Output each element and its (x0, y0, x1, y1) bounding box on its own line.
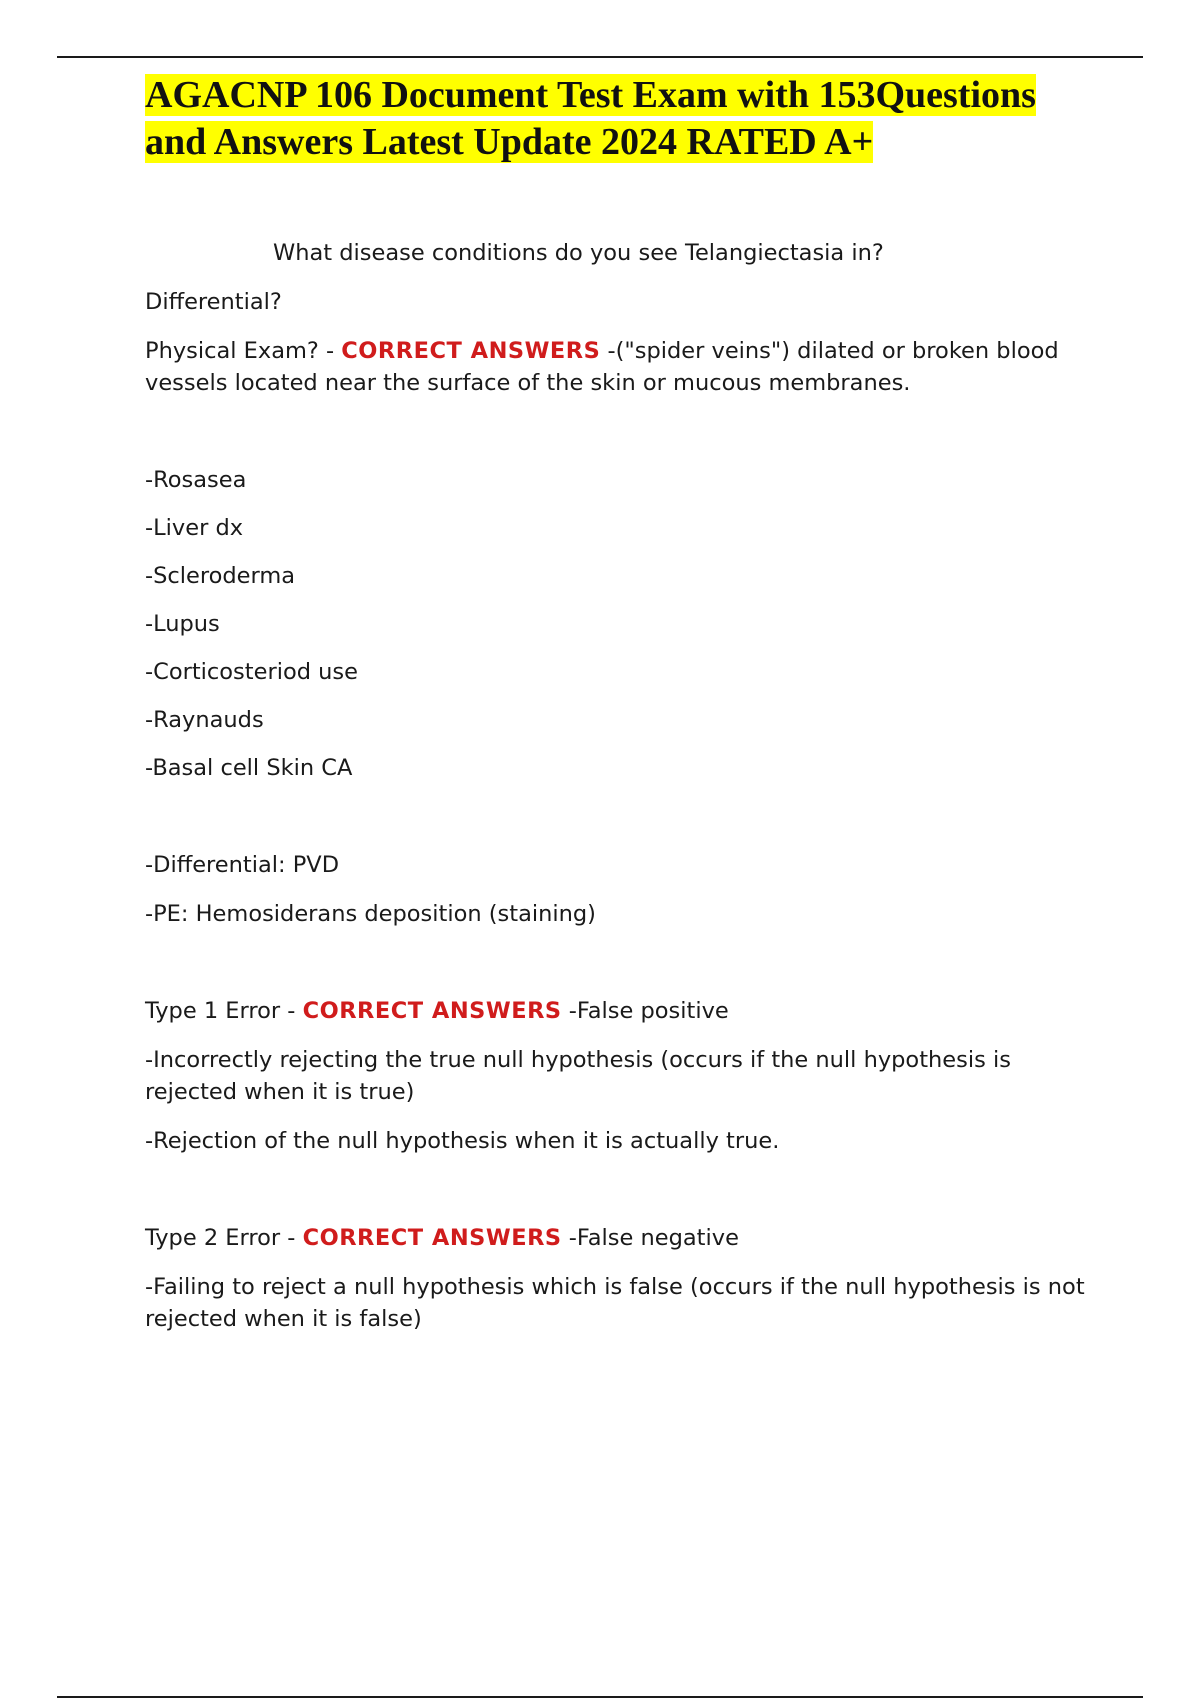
type1-detail: -Incorrectly rejecting the true null hypothesis (occurs if the null hypothesis is rejected when it is true) (145, 1047, 1011, 1105)
correct-answers-label: CORRECT ANSWERS (302, 1225, 562, 1251)
type2-detail: -Failing to reject a null hypothesis which is false (occurs if the null hypothesis is not rejected when it is false) (145, 1274, 1085, 1332)
list-item: -Basal cell Skin CA (145, 755, 353, 781)
correct-answers-label: CORRECT ANSWERS (302, 998, 562, 1024)
conditions-list (145, 464, 1095, 784)
correct-answers-label: CORRECT ANSWERS (341, 338, 601, 364)
type1-prefix: Type 1 Error - (145, 998, 303, 1024)
type2-answer-text: -False negative (561, 1225, 739, 1251)
list-item: -Lupus (145, 611, 220, 637)
top-rule (57, 56, 1143, 58)
document-title (145, 72, 1095, 166)
differential-question: Differential? (145, 289, 282, 315)
type2-error-answer (145, 1222, 1095, 1254)
bottom-rule (57, 1696, 1143, 1698)
physical-exam-prefix: Physical Exam? - (145, 338, 342, 364)
type1-error-answer (145, 995, 1095, 1027)
type1-detail: -Rejection of the null hypothesis when it is actually true. (145, 1128, 780, 1154)
list-item: -Scleroderma (145, 563, 296, 589)
list-item: -Rosasea (145, 467, 247, 493)
question-telangiectasia: What disease conditions do you see Telangiectasia in? (273, 240, 884, 266)
title-highlight: AGACNP 106 Document Test Exam with 153Questions and Answers Latest Update 2024 RATED A+ (145, 74, 1036, 163)
list-item: -Liver dx (145, 515, 244, 541)
list-item: -Corticosteriod use (145, 659, 358, 685)
differential-answer: -Differential: PVD (145, 852, 340, 878)
physical-exam-answer-text: -("spider veins") dilated or broken blood vessels located near the surface of the skin or mucous membranes. (145, 338, 1059, 396)
type2-prefix: Type 2 Error - (145, 1225, 303, 1251)
document-body (145, 72, 1095, 1335)
physical-exam-answer (145, 335, 1095, 399)
pe-answer: -PE: Hemosiderans deposition (staining) (145, 901, 596, 927)
type1-answer-text: -False positive (561, 998, 729, 1024)
list-item: -Raynauds (145, 707, 264, 733)
